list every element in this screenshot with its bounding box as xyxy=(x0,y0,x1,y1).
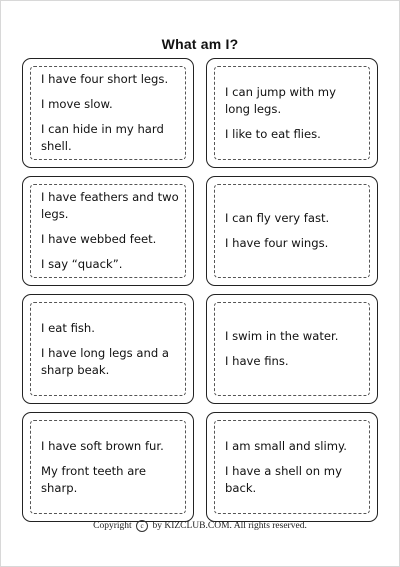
riddle-card xyxy=(206,176,378,286)
riddle-card-inner xyxy=(30,184,186,278)
clue-text: I can hide in my hard shell. xyxy=(41,122,164,153)
clue-text: I move slow. xyxy=(41,97,113,111)
riddle-card-inner xyxy=(214,66,370,160)
clue-text: I have four short legs. xyxy=(41,72,169,86)
riddle-card xyxy=(22,294,194,404)
riddle-card-inner xyxy=(214,184,370,278)
riddle-card-inner xyxy=(214,302,370,396)
riddle-card xyxy=(206,412,378,522)
copyright-icon: c xyxy=(136,520,148,532)
page-title: What am I? xyxy=(161,36,239,52)
card-grid xyxy=(22,58,378,522)
clue-text: I can fly very fast. xyxy=(225,211,330,225)
riddle-card-inner xyxy=(30,66,186,160)
clue-text: I have soft brown fur. xyxy=(41,438,164,453)
clue-text: I have four wings. xyxy=(225,236,329,250)
clue-text: I like to eat flies. xyxy=(225,126,321,141)
riddle-card xyxy=(206,294,378,404)
clue-text: I have long legs and a sharp beak. xyxy=(41,345,169,377)
riddle-card-inner xyxy=(214,420,370,514)
riddle-card xyxy=(22,58,194,168)
clue-text: I have webbed feet. xyxy=(41,232,157,246)
clue-text: I have fins. xyxy=(225,354,289,368)
clue-text: I have a shell on my back. xyxy=(225,463,342,495)
clue-text: I swim in the water. xyxy=(225,329,339,343)
riddle-card xyxy=(22,412,194,522)
copyright-prefix: Copyright xyxy=(93,521,132,532)
riddle-card xyxy=(22,176,194,286)
copyright-suffix: by KIZCLUB.COM. All rights reserved. xyxy=(152,521,307,532)
riddle-card-inner xyxy=(30,302,186,396)
clue-text: I say “quack”. xyxy=(41,257,123,271)
clue-text: I eat fish. xyxy=(41,320,95,335)
clue-text: My front teeth are sharp. xyxy=(41,463,146,495)
clue-text: I have feathers and two legs. xyxy=(41,190,179,221)
riddle-card xyxy=(206,58,378,168)
riddle-card-inner xyxy=(30,420,186,514)
clue-text: I can jump with my long legs. xyxy=(225,84,336,116)
clue-text: I am small and slimy. xyxy=(225,438,347,453)
copyright-footer xyxy=(0,520,400,532)
